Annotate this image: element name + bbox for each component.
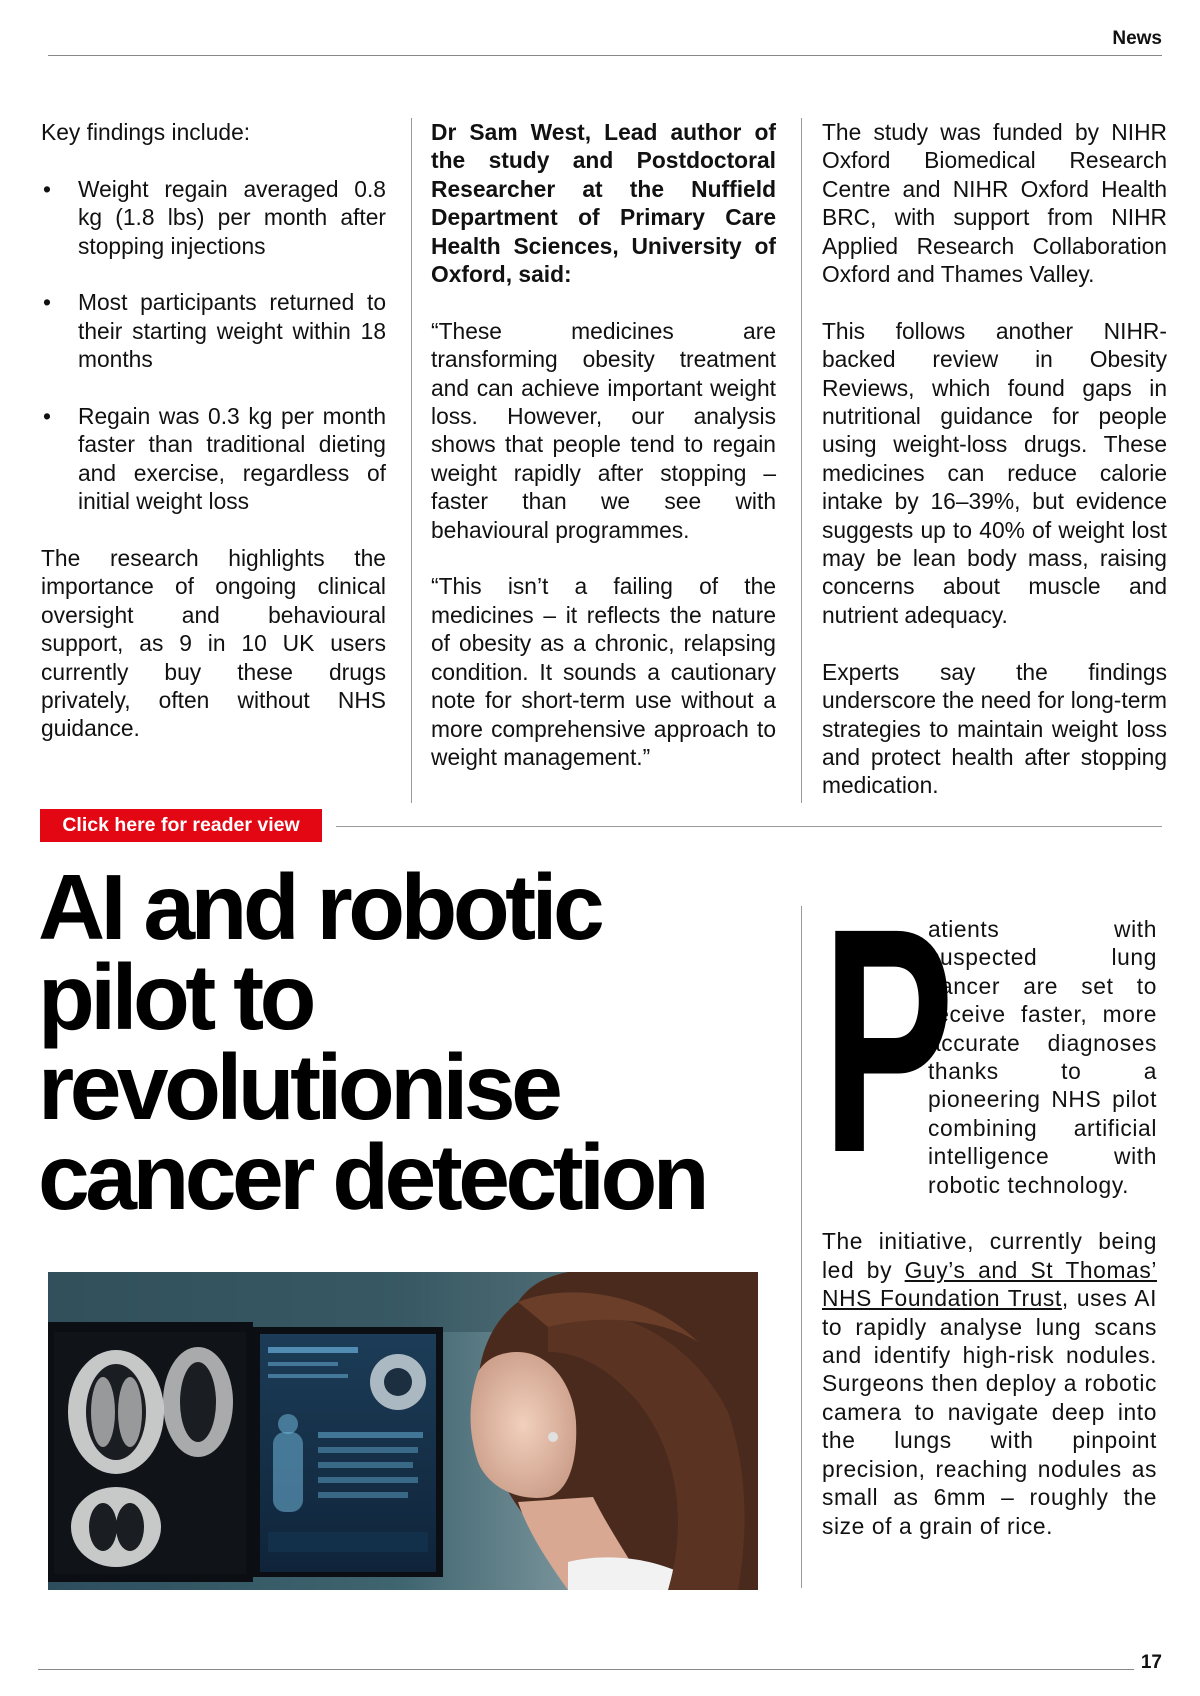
column-1: [41, 118, 386, 743]
column-divider: [801, 906, 802, 1588]
column-divider: [411, 118, 412, 803]
experts-paragraph: Experts say the findings underscore the need for long-term strategies to maintain weight loss and protect health after stopping medication.: [822, 658, 1167, 799]
trust-link[interactable]: Guy’s and St Thomas’ NHS Foundation Trust: [822, 1256, 1157, 1312]
top-divider: [48, 55, 1162, 56]
headline-line: cancer detection: [38, 1125, 706, 1229]
page-number: 17: [1140, 1652, 1162, 1673]
key-findings-intro: Key findings include:: [41, 119, 251, 145]
initiative-text-end: , uses AI to rapidly analyse lung scans and identify high-risk nodules. Surgeons then deploy a robotic camera to navigate deep into the lungs with pinpoint precision, reaching nodules as small as 6mm – roughly the size of a grain of rice.: [822, 1285, 1158, 1539]
headline-line: revolutionise: [38, 1035, 559, 1139]
initiative-text-start: The initiative, currently being led by: [822, 1228, 1157, 1283]
list-item: • Most participants returned to their starting weight within 18 months: [41, 288, 386, 373]
article-photo: [48, 1272, 758, 1590]
lead-text: atients with suspected lung cancer are set to receive faster, more accurate diagnoses thanks to a pioneering NHS pilot combining artificial intelligence with robotic technology.: [928, 916, 1157, 1198]
drop-cap: P: [822, 861, 955, 1219]
reader-view-button[interactable]: Click here for reader view: [40, 809, 322, 842]
column-3: [822, 118, 1167, 800]
quote-paragraph: “This isn’t a failing of the medicines – it reflects the nature of obesity as a chronic, relapsing condition. It sounds a cautionary note for short-term use without a more comprehensive approach to weight management.”: [431, 573, 776, 770]
headline-line: pilot to: [38, 945, 312, 1049]
key-findings-list: [41, 175, 386, 516]
column-2: [431, 118, 776, 771]
list-item: • Weight regain averaged 0.8 kg (1.8 lbs) per month after stopping injections: [41, 175, 386, 260]
quote-attribution: Dr Sam West, Lead author of the study and Postdoctoral Researcher at the Nuffield Department of Primary Care Health Sciences, University of Oxford, said:: [431, 119, 776, 288]
section-label: News: [1112, 28, 1162, 49]
article-headline: [38, 855, 798, 1229]
article-body: [822, 861, 1158, 1568]
list-item: • Regain was 0.3 kg per month faster than traditional dieting and exercise, regardless of initial weight loss: [41, 402, 386, 516]
lead-paragraph: [822, 861, 1157, 1219]
initiative-paragraph: [822, 1227, 1157, 1539]
section-divider: [336, 826, 1162, 827]
footer-divider: [38, 1669, 1134, 1670]
research-paragraph: The research highlights the importance of ongoing clinical oversight and behavioural support, as 9 in 10 UK users currently buy these drugs privately, often without NHS guidance.: [41, 545, 386, 742]
column-divider: [801, 118, 802, 803]
quote-paragraph: “These medicines are transforming obesity treatment and can achieve important weight loss. However, our analysis shows that people tend to regain weight rapidly after stopping – faster than we see with behavioural programmes.: [431, 317, 776, 543]
review-paragraph: This follows another NIHR-backed review in Obesity Reviews, which found gaps in nutritional guidance for people using weight-loss drugs. These medicines can reduce calorie intake by 16–39%, but evidence suggests up to 40% of weight lost may be lean body mass, raising concerns about muscle and nutrient adequacy.: [822, 317, 1167, 628]
funding-paragraph: The study was funded by NIHR Oxford Biomedical Research Centre and NIHR Oxford Health BRC, with support from NIHR Applied Research Collaboration Oxford and Thames Valley.: [822, 119, 1167, 288]
headline-line: AI and robotic: [38, 855, 601, 959]
